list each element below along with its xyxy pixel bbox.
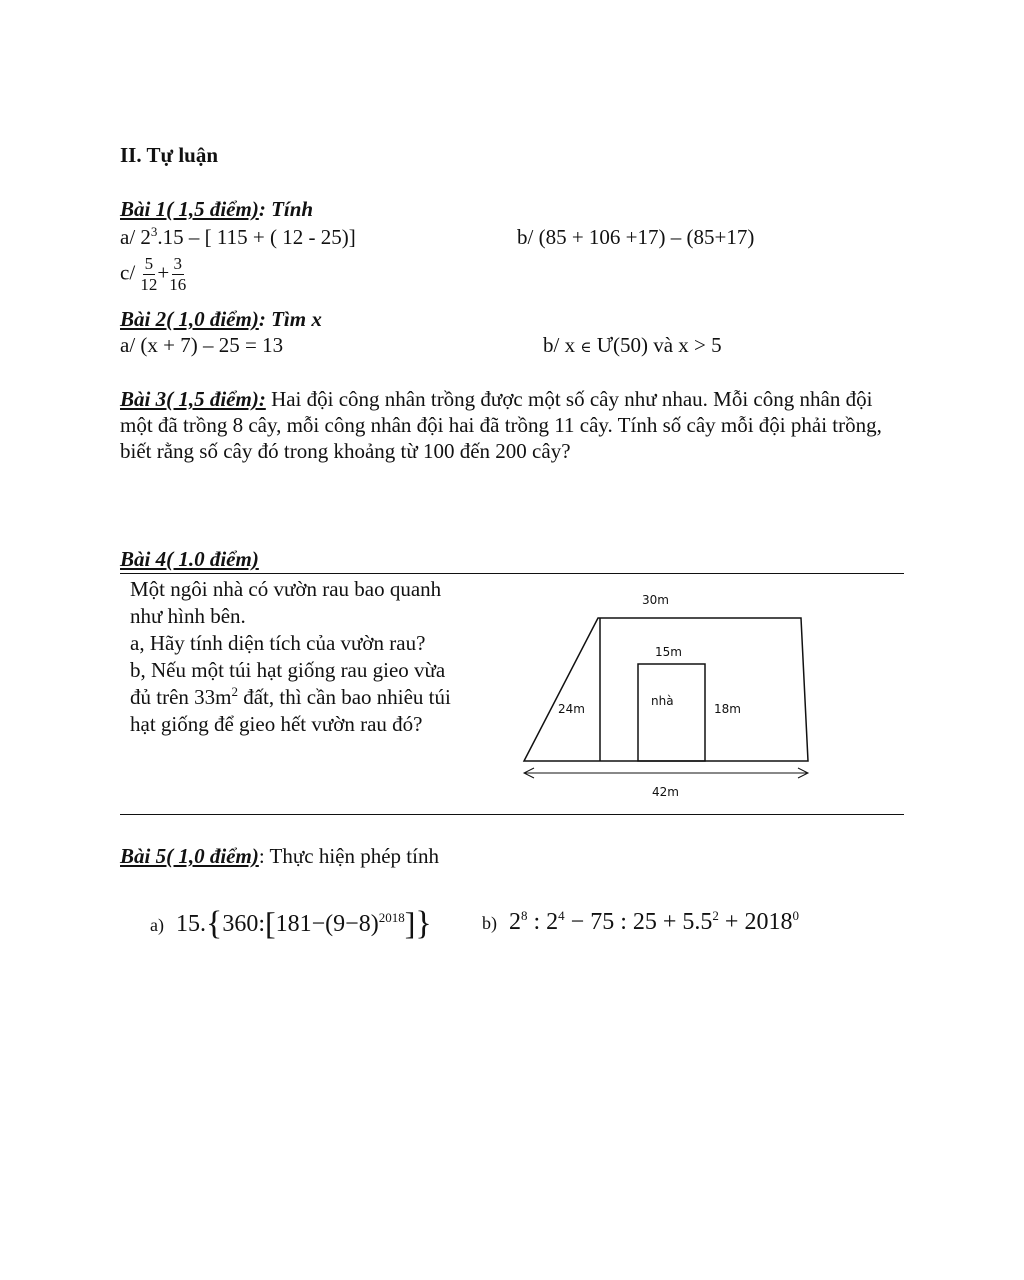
fraction-numerator: 5: [144, 254, 154, 273]
bai5-b-plus: + 2018: [718, 909, 793, 935]
house-rectangle: [638, 664, 705, 761]
bai4-line: Một ngôi nhà có vườn rau bao quanh: [130, 577, 442, 601]
bai5-heading-line: [120, 844, 439, 869]
bai1-heading: Bài 1( 1,5 điểm): [120, 197, 259, 221]
bai2-part-a: a/ (x + 7) – 25 = 13: [120, 333, 284, 357]
bai4-heading: Bài 4( 1.0 điểm): [120, 547, 259, 571]
squared-exponent: 2: [231, 684, 238, 699]
bai2-b-rest: Ư(50) và x > 5: [596, 333, 722, 357]
bai4-heading-line: [120, 547, 259, 572]
bai5-task: : Thực hiện phép tính: [258, 844, 439, 868]
left-height-label: 24m: [558, 702, 585, 716]
bai1-task: : Tính: [258, 197, 314, 221]
bai4-line: b, Nếu một túi hạt giống rau gieo vừa: [130, 658, 446, 682]
fraction-numerator: 3: [173, 254, 182, 273]
bai2-b-prefix: b/ x: [543, 333, 576, 357]
bai4-bottom-rule: [120, 814, 904, 815]
bai4-line: a, Hãy tính diện tích của vườn rau?: [130, 631, 426, 655]
bottom-width-label: 42m: [652, 785, 679, 799]
house-width-label: 15m: [655, 645, 682, 659]
curly-brace-close: }: [415, 905, 432, 942]
bai3-paragraph: [120, 386, 890, 464]
bai3-heading: Bài 3( 1,5 điểm):: [120, 387, 266, 411]
bai4-line: như hình bên.: [130, 604, 246, 628]
bai4-line: hạt giống để gieo hết vườn rau đó?: [130, 712, 423, 736]
bai2-task: : Tìm x: [258, 307, 322, 331]
bai5-b-exp4: 0: [792, 908, 799, 923]
bai1-a-exponent: 3: [150, 224, 158, 239]
bai4-line: [130, 684, 451, 711]
bai1-a-prefix: a/ 2: [120, 225, 151, 249]
bai4-line5-post: đất, thì cần bao nhiêu túi: [237, 685, 451, 709]
fraction-denominator: 16: [169, 275, 187, 294]
square-bracket-open: [: [264, 905, 276, 941]
bai5-b-exp2: 4: [558, 908, 565, 923]
bai5-a-label: a): [150, 915, 164, 935]
bai5-b-label: b): [482, 913, 497, 933]
bai1-c-prefix: c/: [120, 260, 136, 285]
bai5-b-mid: − 75 : 25 + 5.5: [564, 909, 713, 935]
bai5-b-exp3: 2: [712, 908, 719, 923]
bai4-top-rule: [120, 573, 904, 574]
garden-trapezoid: [524, 618, 808, 761]
garden-diagram: [510, 585, 820, 805]
section-title: II. Tự luận: [120, 143, 219, 167]
bai5-heading: Bài 5( 1,0 điểm): [120, 844, 259, 868]
bai1-c-fraction-1: [140, 254, 157, 295]
bai5-a-181: 181−(9−8): [275, 911, 379, 937]
square-bracket-close: ]: [404, 905, 416, 941]
bai2-heading: Bài 2( 1,0 điểm): [120, 307, 259, 331]
bai1-a-rest: .15 – [ 115 + ( 12 - 25)]: [157, 225, 356, 249]
bai5-b-colon1: : 2: [527, 909, 559, 935]
bai3-text: Hai đội công nhân trồng được một số cây như nhau. Mỗi công nhân đội một đã trồng 8 cây, mỗi công nhân đội hai đã trồng 11 cây. Tính số cây mỗi đội phải trồng, biết rằng số cây đó trong khoảng từ 100 đến 200 cây?: [120, 387, 882, 463]
fraction-denominator: 12: [140, 275, 158, 294]
bai2-heading-line: [120, 307, 322, 332]
bai2-part-b: [543, 333, 722, 358]
bai5-a-start: 15.: [175, 911, 206, 937]
bai5-a-exponent: 2018: [378, 910, 405, 925]
bai5-a-360: 360:: [222, 911, 265, 937]
house-label: nhà: [651, 694, 674, 708]
bai1-c-fraction-2: [169, 254, 186, 295]
bai5-b-base1: 2: [509, 909, 521, 935]
bai5-part-b: [482, 909, 799, 936]
element-of-symbol: ∈: [580, 340, 592, 356]
bai4-problem-text: [130, 576, 451, 738]
bai1-part-c: [120, 254, 186, 295]
bai5-b-exp1: 8: [521, 908, 528, 923]
curly-brace-open: {: [205, 905, 223, 942]
bai4-line5-pre: đủ trên 33m: [130, 685, 232, 709]
right-height-label: 18m: [714, 702, 741, 716]
bai5-part-a: [150, 905, 432, 943]
bai1-part-a: [120, 225, 356, 250]
bai1-c-plus: +: [157, 260, 170, 285]
bai1-part-b: b/ (85 + 106 +17) – (85+17): [517, 225, 755, 249]
bai1-heading-line: [120, 197, 313, 222]
top-width-label: 30m: [642, 593, 669, 607]
